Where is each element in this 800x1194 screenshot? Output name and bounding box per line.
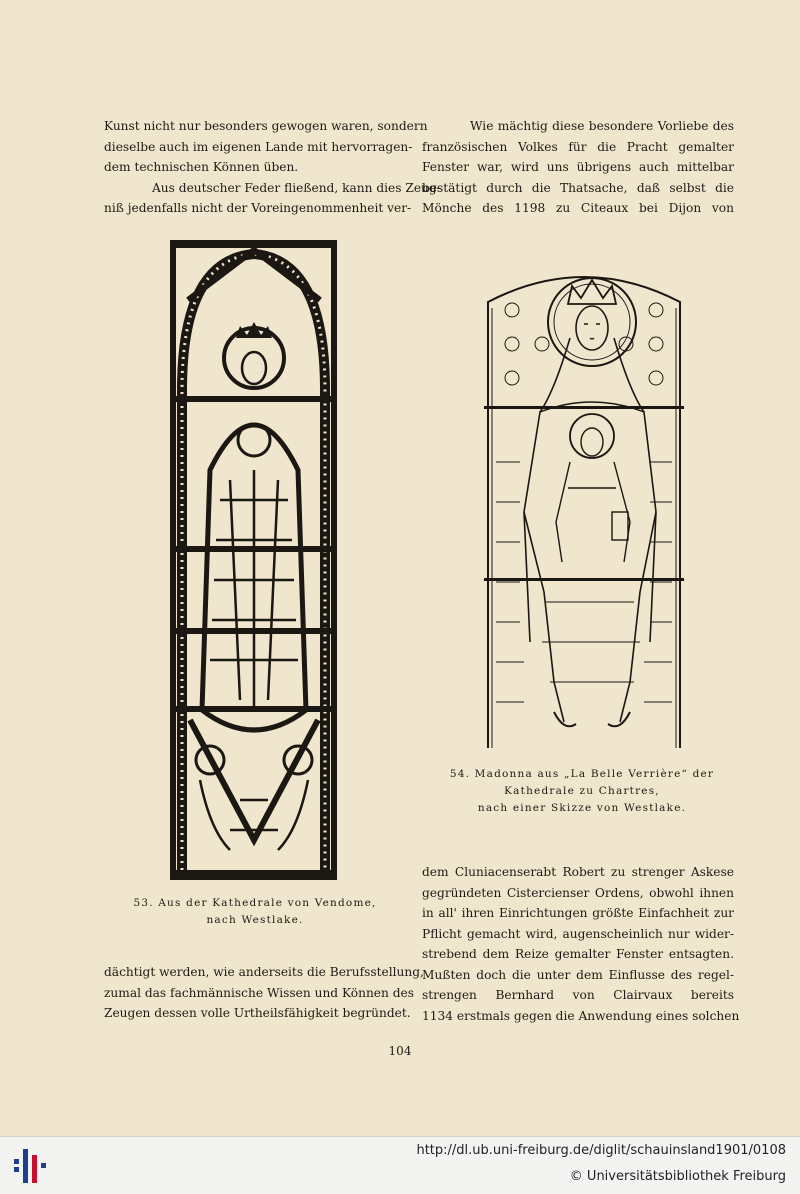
text-line: strengen Bernhard von Clairvaux bereits: [422, 988, 734, 1002]
text-line: bestätigt durch die Thatsache, daß selbst die: [422, 180, 734, 195]
text-line: dem technischen Können üben.: [104, 160, 299, 174]
figure-caption-53: [110, 895, 400, 929]
text-line: dem Cluniacenserabt Robert zu strenger Askese: [422, 865, 734, 879]
text-line: in all' ihren Einrichtungen größte Einfachheit zur: [422, 906, 734, 920]
text-line: Aus deutscher Feder fließend, kann dies Zeug-: [152, 180, 441, 195]
text-line: zumal das fachmännische Wissen und Können des: [104, 985, 414, 1000]
page-number: 104: [388, 1044, 412, 1058]
viewer-footer: [0, 1136, 800, 1194]
text-line: Pflicht gemacht wird, augenscheinlich nur wider-: [422, 926, 734, 941]
text-column-left-bottom: [104, 962, 424, 1024]
text-line: niß jedenfalls nicht der Voreingenommenheit ver-: [104, 201, 412, 215]
university-library-logo-icon: [10, 1145, 50, 1187]
caption-line: 53. Aus der Kathedrale von Vendome,: [133, 897, 377, 909]
stained-glass-window-vendome: [170, 240, 337, 880]
text-line: Mußten doch die unter dem Einflusse des regel-: [422, 967, 734, 982]
text-line: Fenster war, wird uns übrigens auch mittelbar: [422, 160, 734, 174]
text-line: 1134 erstmals gegen die Anwendung eines solchen: [422, 1008, 740, 1023]
text-line: dächtigt werden, wie anderseits die Berufsstellung,: [104, 965, 424, 979]
caption-line: 54. Madonna aus „La Belle Verrière“ der: [449, 768, 715, 780]
figure-caption-54: [412, 766, 752, 817]
stained-glass-madonna-chartres: [484, 262, 684, 748]
text-column-right-top: [422, 116, 734, 219]
text-column-right-bottom: [422, 862, 740, 1026]
text-line: Mönche des 1198 zu Citeaux bei Dijon von: [422, 201, 734, 215]
copyright-notice: © Universitätsbibliothek Freiburg: [569, 1169, 786, 1184]
caption-line: Kathedrale zu Chartres,: [504, 785, 660, 797]
permalink-link[interactable]: http://dl.ub.uni-freiburg.de/diglit/schauinsland1901/0108: [416, 1143, 786, 1158]
text-column-left-top: [104, 116, 441, 219]
caption-line: nach einer Skizze von Westlake.: [477, 802, 687, 814]
text-line: Kunst nicht nur besonders gewogen waren, sondern: [104, 119, 428, 133]
text-line: strebend dem Reize gemalter Fenster entsagten.: [422, 947, 734, 961]
text-line: gegründeten Cistercienser Ordens, obwohl ihnen: [422, 885, 734, 900]
text-line: französischen Volkes für die Pracht gemalter: [422, 139, 734, 154]
text-line: dieselbe auch im eigenen Lande mit hervorragen-: [104, 139, 413, 154]
caption-line: nach Westlake.: [206, 914, 304, 926]
text-line: Wie mächtig diese besondere Vorliebe des: [470, 119, 734, 133]
text-line: Zeugen dessen volle Urtheilsfähigkeit begründet.: [104, 1006, 411, 1020]
